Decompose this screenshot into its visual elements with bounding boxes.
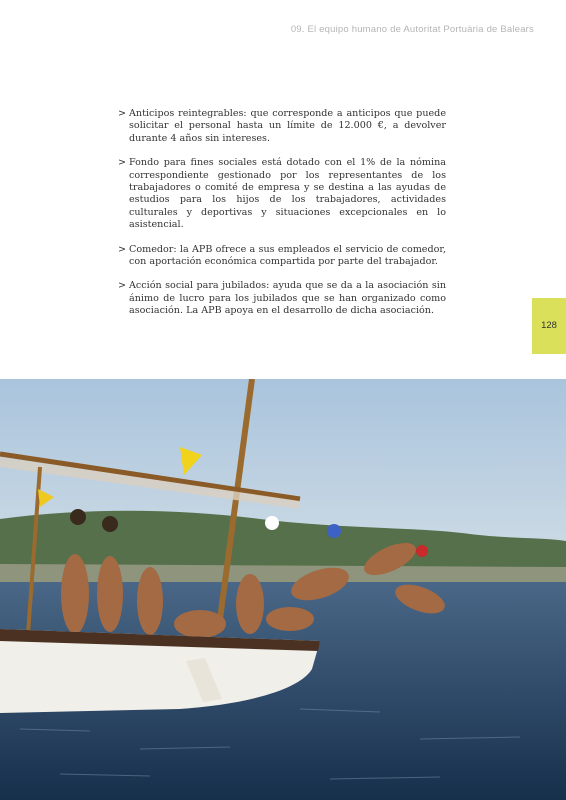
bullet-marker: > [118, 157, 127, 169]
page-number-tab [532, 298, 566, 354]
running-header: 09. El equipo humano de Autoritat Portuària de Balears [290, 24, 534, 35]
bullet-anticipos [118, 108, 446, 145]
bullet-text: Anticipos reintegrables: que corresponde a anticipos que puede solicitar el personal hasta un límite de 12.000 €, a devolver durante 4 años sin intereses. [129, 108, 446, 144]
bullet-jubilados [118, 280, 446, 317]
bullet-fondo [118, 157, 446, 231]
bullet-marker: > [118, 108, 127, 119]
bullet-text: Comedor: la APB ofrece a sus empleados el servicio de comedor, con aportación económica compartida por parte del trabajador. [129, 243, 446, 268]
photo-illustration [0, 379, 566, 800]
bullet-text: Fondo para fines sociales está dotado con el 1% de la nómina correspondiente gestionado por los representantes de los trabajadores o comité de empresa y se destina a las ayudas de estudios para los hijos de los trabajadores, actividades culturales y deportivas y situaciones excepcionales en lo asistencial. [129, 157, 446, 231]
bullet-text: Acción social para jubilados: ayuda que se da a la asociación sin ánimo de lucro para los jubilados que se han organizado como asociación. La APB apoya en el desarrollo de dicha asociación. [129, 280, 446, 317]
photo-boat-divers [0, 379, 566, 800]
bullet-marker: > [118, 280, 127, 292]
page-number: 128 [541, 320, 557, 331]
bullet-comedor [118, 244, 446, 269]
bullet-marker: > [118, 243, 127, 255]
bullet-list [118, 108, 446, 330]
